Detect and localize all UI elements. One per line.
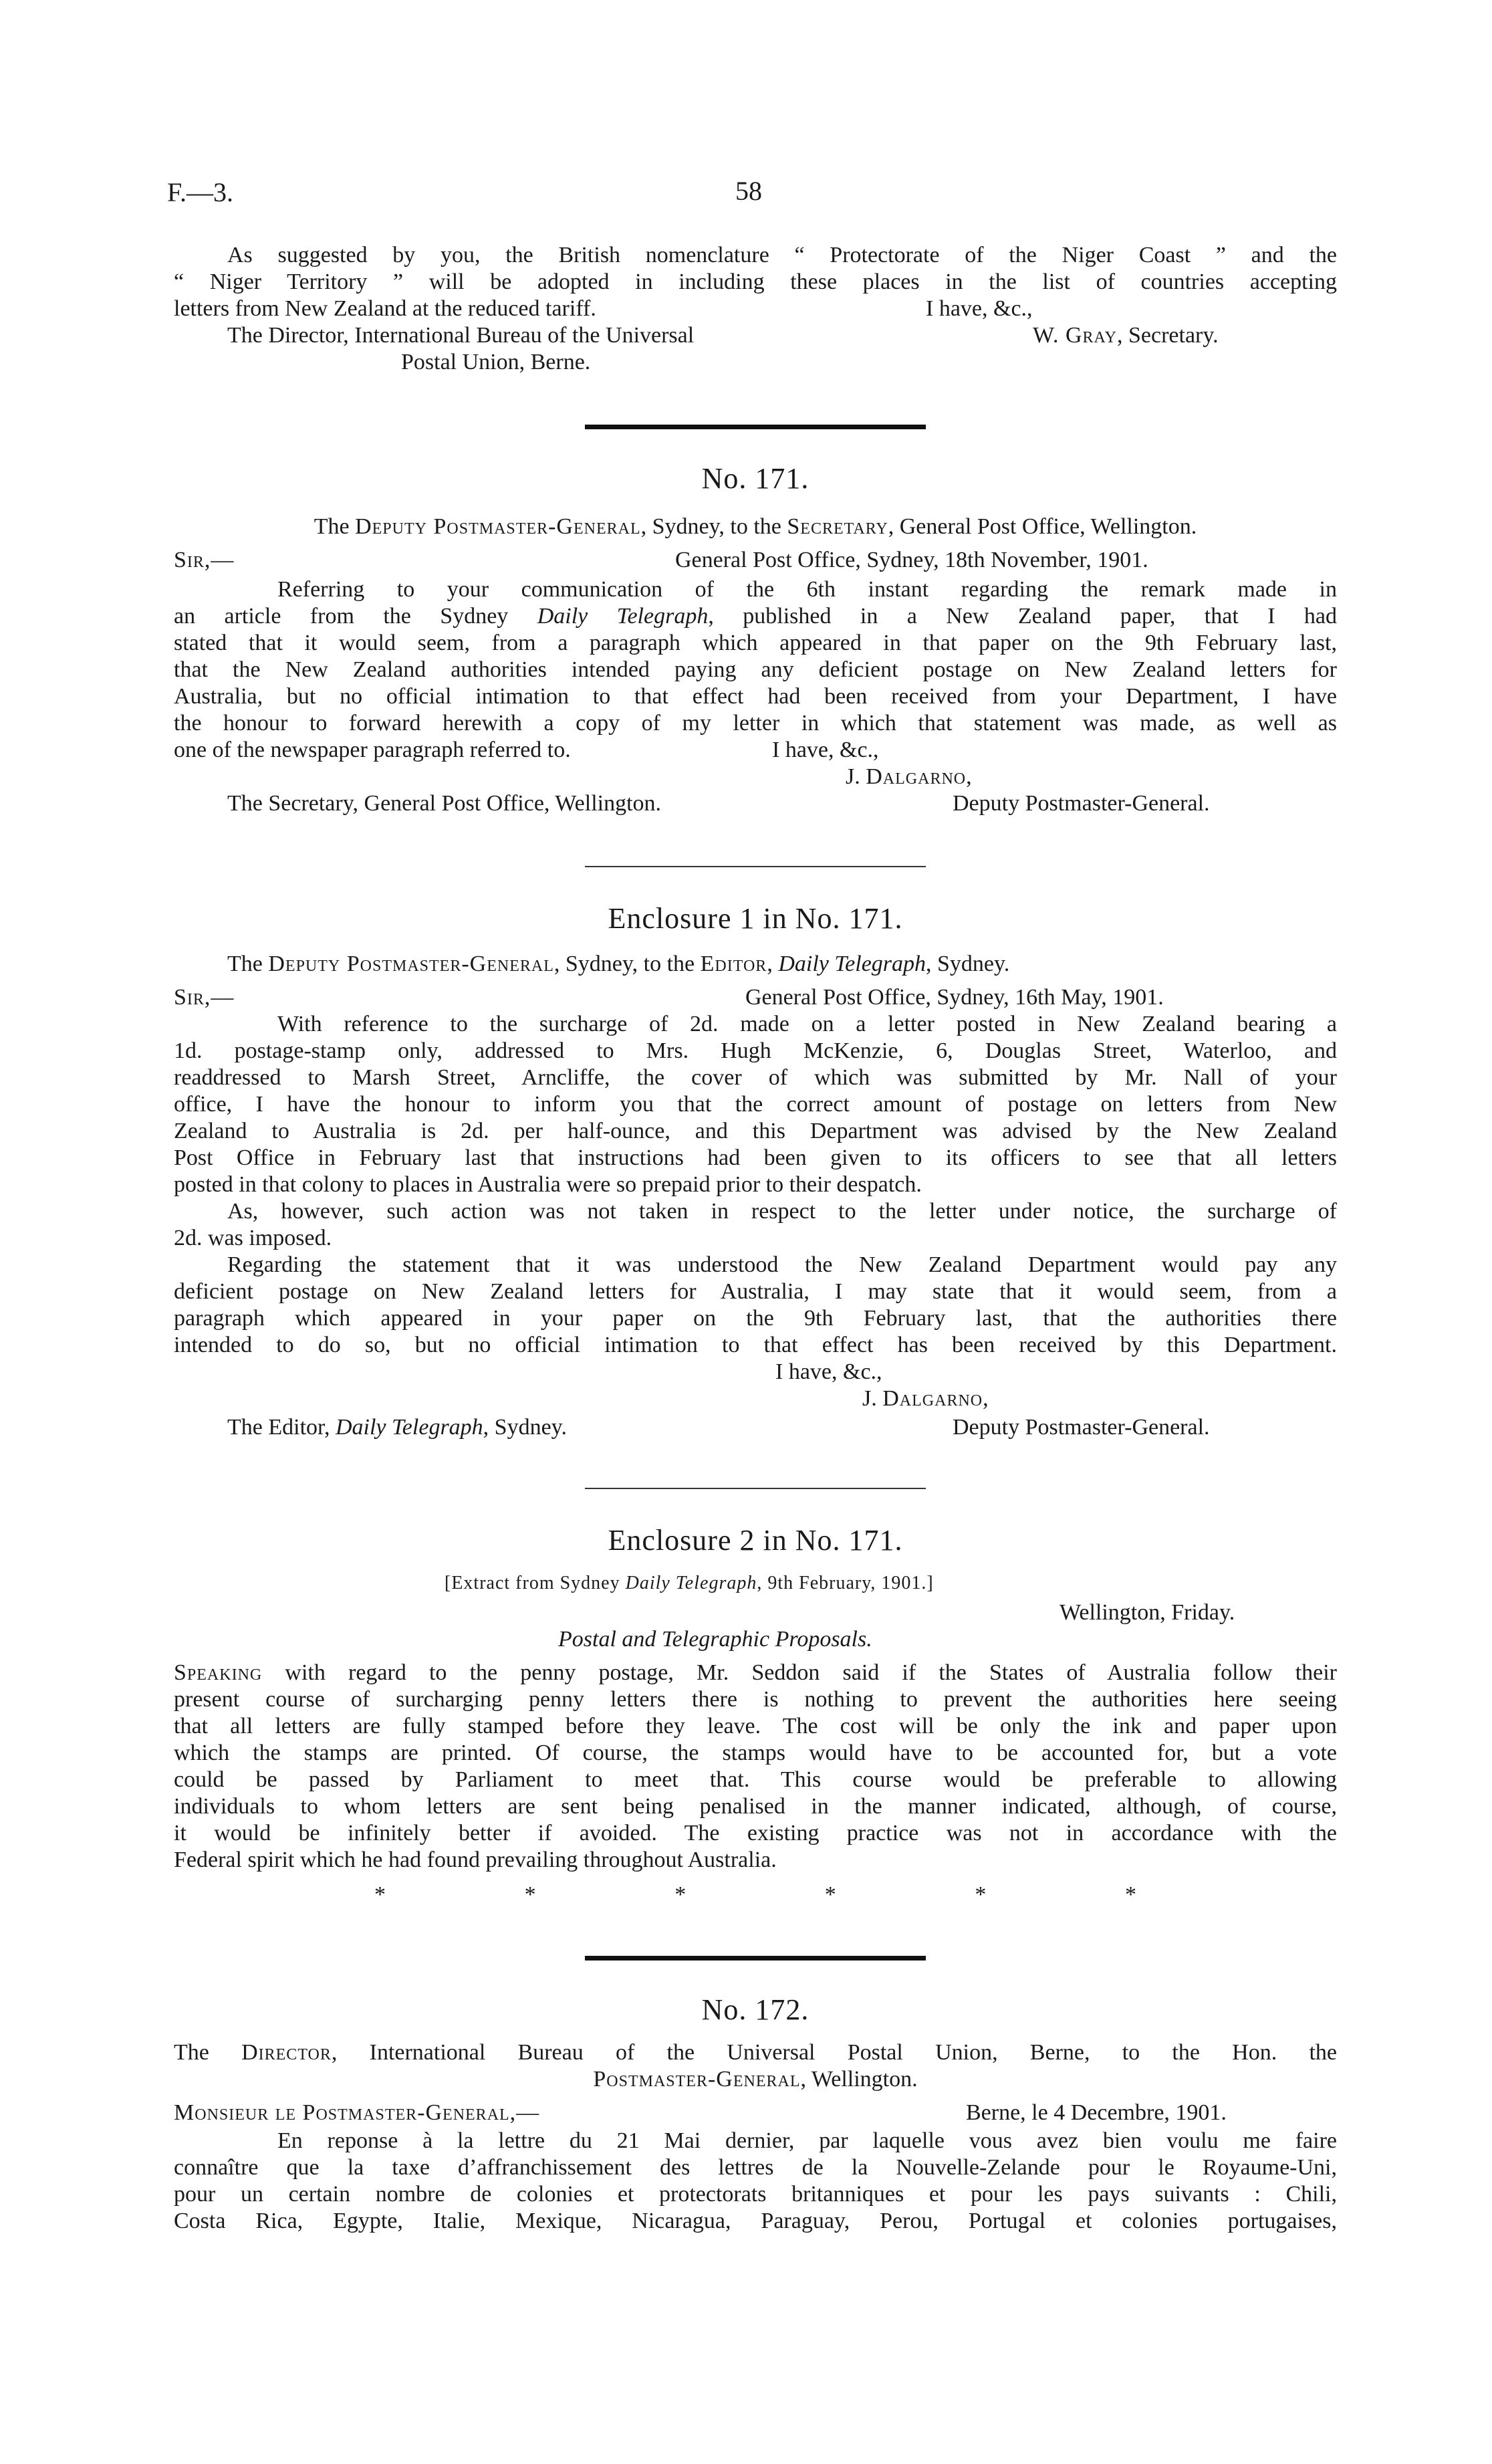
signature: J. Dalgarno, bbox=[862, 1386, 989, 1411]
dateline: General Post Office, Sydney, 16th May, 1901. bbox=[745, 985, 1164, 1010]
text-line: could be passed by Parliament to meet that. This course would be preferable to allowing bbox=[174, 1767, 1337, 1792]
text-line: office, I have the honour to inform you that the correct amount of postage on letters from New bbox=[174, 1092, 1337, 1117]
text-line: an article from the Sydney Daily Telegraph, published in a New Zealand paper, that I had bbox=[174, 604, 1338, 629]
closing: I have, &c., bbox=[775, 1359, 882, 1384]
ellipsis-stars: * * * * * * bbox=[374, 1882, 1136, 1907]
extract-note: [Extract from Sydney Daily Telegraph, 9th February, 1901.] bbox=[445, 1573, 934, 1593]
section-divider bbox=[585, 1488, 926, 1489]
article-title: Postal and Telegraphic Proposals. bbox=[558, 1627, 872, 1652]
signature-title: Deputy Postmaster-General. bbox=[953, 1415, 1210, 1440]
page-reference: F.—3. bbox=[167, 177, 234, 207]
text-line: With reference to the surcharge of 2d. made on a letter posted in New Zealand bearing a bbox=[277, 1012, 1337, 1036]
text-line: the honour to forward herewith a copy of my letter in which that statement was made, as well as bbox=[174, 711, 1337, 736]
signature-title: Deputy Postmaster-General. bbox=[953, 791, 1210, 816]
text-line: intended to do so, but no official intimation to that effect has been received by this Department. bbox=[174, 1333, 1337, 1357]
text-line: En reponse à la lettre du 21 Mai dernier, par laquelle vous avez bien voulu me faire bbox=[277, 2128, 1337, 2153]
addressee: Postal Union, Berne. bbox=[401, 350, 591, 374]
text-line: individuals to whom letters are sent being penalised in the manner indicated, although, of course, bbox=[174, 1794, 1337, 1819]
closing: I have, &c., bbox=[926, 296, 1033, 321]
text-line: Australia, but no official intimation to that effect had been received from your Department, I have bbox=[174, 684, 1337, 709]
text-line: Federal spirit which he had found prevailing throughout Australia. bbox=[174, 1847, 777, 1872]
section-divider bbox=[585, 866, 926, 867]
letter-header: The Deputy Postmaster-General, Sydney, to the Secretary, General Post Office, Wellington. bbox=[314, 514, 1197, 539]
text-line: posted in that colony to places in Australia were so prepaid prior to their despatch. bbox=[174, 1172, 922, 1197]
section-divider bbox=[585, 425, 926, 429]
salutation: Sir,— bbox=[174, 548, 235, 572]
text-line: readdressed to Marsh Street, Arncliffe, the cover of which was submitted by Mr. Nall of your bbox=[174, 1065, 1337, 1090]
text-line: letters from New Zealand at the reduced tariff. bbox=[174, 296, 596, 321]
text-line: which the stamps are printed. Of course, the stamps would have to be accounted for, but a vote bbox=[174, 1741, 1337, 1765]
page-number: 58 bbox=[735, 176, 762, 206]
text-line: Referring to your communication of the 6th instant regarding the remark made in bbox=[277, 577, 1337, 602]
text-line: 1d. postage-stamp only, addressed to Mrs. Hugh McKenzie, 6, Douglas Street, Waterloo, and bbox=[174, 1038, 1337, 1063]
letter-header: The Director, International Bureau of the Universal Postal Union, Berne, to the Hon. the bbox=[174, 2040, 1337, 2065]
dateline: General Post Office, Sydney, 18th November, 1901. bbox=[675, 548, 1148, 572]
text-line: 2d. was imposed. bbox=[174, 1226, 332, 1250]
section-divider bbox=[585, 1956, 926, 1961]
signature: J. Dalgarno, bbox=[846, 764, 972, 789]
section-title: Enclosure 2 in No. 171. bbox=[608, 1524, 903, 1557]
text-line: stated that it would seem, from a paragraph which appeared in that paper on the 9th February last, bbox=[174, 631, 1337, 655]
closing: I have, &c., bbox=[772, 738, 879, 762]
text-line: “ Niger Territory ” will be adopted in including these places in the list of countries accepting bbox=[174, 269, 1337, 294]
text-line: Post Office in February last that instructions had been given to its officers to see that all letters bbox=[174, 1145, 1337, 1170]
dateline: Berne, le 4 Decembre, 1901. bbox=[966, 2100, 1227, 2125]
section-title: No. 171. bbox=[701, 462, 810, 495]
letter-header: The Deputy Postmaster-General, Sydney, to the Editor, Daily Telegraph, Sydney. bbox=[227, 951, 1010, 976]
text-line: paragraph which appeared in your paper on the 9th February last, that the authorities there bbox=[174, 1306, 1337, 1331]
signature: W. Gray, Secretary. bbox=[1033, 323, 1219, 348]
text-line: connaître que la taxe d’affranchissement des lettres de la Nouvelle-Zelande pour le Royaume-Uni, bbox=[174, 2155, 1337, 2180]
text-line: Speaking with regard to the penny postage, Mr. Seddon said if the States of Australia follow their bbox=[174, 1660, 1337, 1685]
salutation: Monsieur le Postmaster-General,— bbox=[174, 2100, 540, 2125]
place-line: Wellington, Friday. bbox=[1060, 1600, 1235, 1625]
salutation: Sir,— bbox=[174, 985, 235, 1010]
section-title: No. 172. bbox=[701, 1993, 810, 2026]
letter-header: Postmaster-General, Wellington. bbox=[593, 2067, 918, 2092]
text-line: it would be infinitely better if avoided. The existing practice was not in accordance with the bbox=[174, 1821, 1337, 1845]
text-line: As, however, such action was not taken in respect to the letter under notice, the surcharge of bbox=[227, 1199, 1337, 1224]
text-line: pour un certain nombre de colonies et protectorats britanniques et pour les pays suivants : Chili, bbox=[174, 2182, 1337, 2207]
text-line: Zealand to Australia is 2d. per half-ounce, and this Department was advised by the New Zealand bbox=[174, 1119, 1337, 1143]
text-line: one of the newspaper paragraph referred to. bbox=[174, 738, 571, 762]
section-title: Enclosure 1 in No. 171. bbox=[608, 902, 903, 935]
text-line: deficient postage on New Zealand letters for Australia, I may state that it would seem, from a bbox=[174, 1279, 1337, 1304]
text-line: Regarding the statement that it was understood the New Zealand Department would pay any bbox=[227, 1252, 1337, 1277]
text-line: that the New Zealand authorities intended paying any deficient postage on New Zealand letters for bbox=[174, 657, 1337, 682]
text-line: As suggested by you, the British nomenclature “ Protectorate of the Niger Coast ” and the bbox=[227, 243, 1337, 267]
text-line: that all letters are fully stamped before they leave. The cost will be only the ink and paper upon bbox=[174, 1714, 1337, 1739]
text-line: Costa Rica, Egypte, Italie, Mexique, Nicaragua, Paraguay, Perou, Portugal et colonies portugaises, bbox=[174, 2209, 1337, 2233]
addressee: The Editor, Daily Telegraph, Sydney. bbox=[227, 1415, 567, 1440]
text-line: present course of surcharging penny letters there is nothing to prevent the authorities here seeing bbox=[174, 1687, 1337, 1712]
addressee: The Secretary, General Post Office, Wellington. bbox=[227, 791, 662, 816]
addressee: The Director, International Bureau of the Universal bbox=[227, 323, 695, 348]
